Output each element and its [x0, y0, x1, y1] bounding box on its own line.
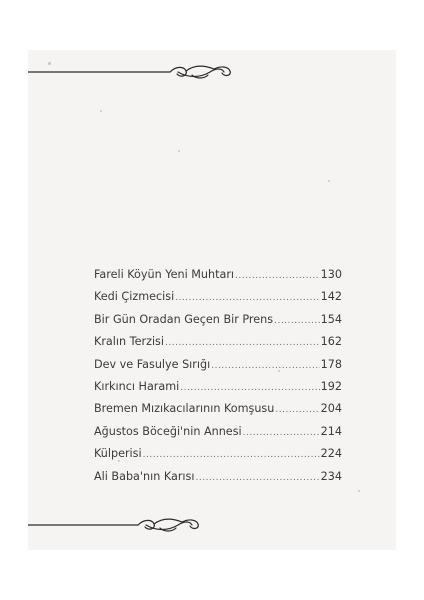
- table-of-contents: [94, 268, 342, 492]
- toc-entry-title: Bremen Mızıkacılarının Komşusu: [94, 402, 275, 416]
- toc-dot-leader: [165, 338, 320, 348]
- toc-entry: [94, 268, 342, 290]
- toc-entry-title: Kralın Terzisi: [94, 335, 164, 349]
- bottom-flourish-ornament: [28, 513, 258, 533]
- toc-entry: [94, 290, 342, 312]
- toc-entry: [94, 380, 342, 402]
- book-page: [28, 50, 396, 550]
- toc-entry-page: 204: [320, 402, 342, 416]
- toc-dot-leader: [180, 383, 319, 393]
- toc-dot-leader: [243, 428, 320, 438]
- paper-speck: [178, 150, 180, 152]
- toc-entry: [94, 447, 342, 469]
- toc-dot-leader: [143, 450, 320, 460]
- toc-entry: [94, 358, 342, 380]
- toc-entry-page: 178: [320, 357, 342, 371]
- toc-entry-page: 234: [320, 469, 342, 483]
- toc-entry-title: Külperisi: [94, 447, 142, 461]
- toc-entry: [94, 425, 342, 447]
- toc-dot-leader: [211, 361, 319, 371]
- toc-entry-title: Ağustos Böceği'nin Annesi: [94, 424, 242, 438]
- toc-entry-title: Kırkıncı Harami: [94, 379, 180, 393]
- toc-entry: [94, 335, 342, 357]
- paper-speck: [328, 180, 330, 182]
- toc-entry-title: Fareli Köyün Yeni Muhtarı: [94, 268, 235, 281]
- paper-speck: [358, 490, 360, 492]
- flourish-icon: [28, 64, 258, 84]
- toc-dot-leader: [195, 473, 319, 483]
- toc-entry-page: 214: [320, 424, 342, 438]
- toc-dot-leader: [175, 293, 319, 303]
- toc-entry-page: 142: [320, 290, 342, 304]
- toc-entry-title: Kedi Çizmecisi: [94, 290, 175, 304]
- toc-dot-leader: [275, 405, 319, 415]
- toc-entry-title: Dev ve Fasulye Sırığı: [94, 357, 211, 371]
- toc-entry-page: 162: [320, 335, 342, 349]
- toc-dot-leader: [235, 271, 320, 281]
- toc-entry: [94, 402, 342, 424]
- paper-speck: [100, 110, 102, 112]
- top-flourish-ornament: [28, 64, 258, 84]
- toc-entry: [94, 313, 342, 335]
- toc-entry-page: 154: [320, 312, 342, 326]
- toc-entry: [94, 470, 342, 492]
- toc-dot-leader: [274, 316, 320, 326]
- toc-entry-title: Bir Gün Oradan Geçen Bir Prens: [94, 312, 274, 326]
- toc-entry-page: 130: [320, 268, 342, 281]
- toc-entry-title: Ali Baba'nın Karısı: [94, 469, 195, 483]
- flourish-icon: [28, 513, 258, 533]
- toc-entry-page: 224: [320, 447, 342, 461]
- toc-entry-page: 192: [320, 379, 342, 393]
